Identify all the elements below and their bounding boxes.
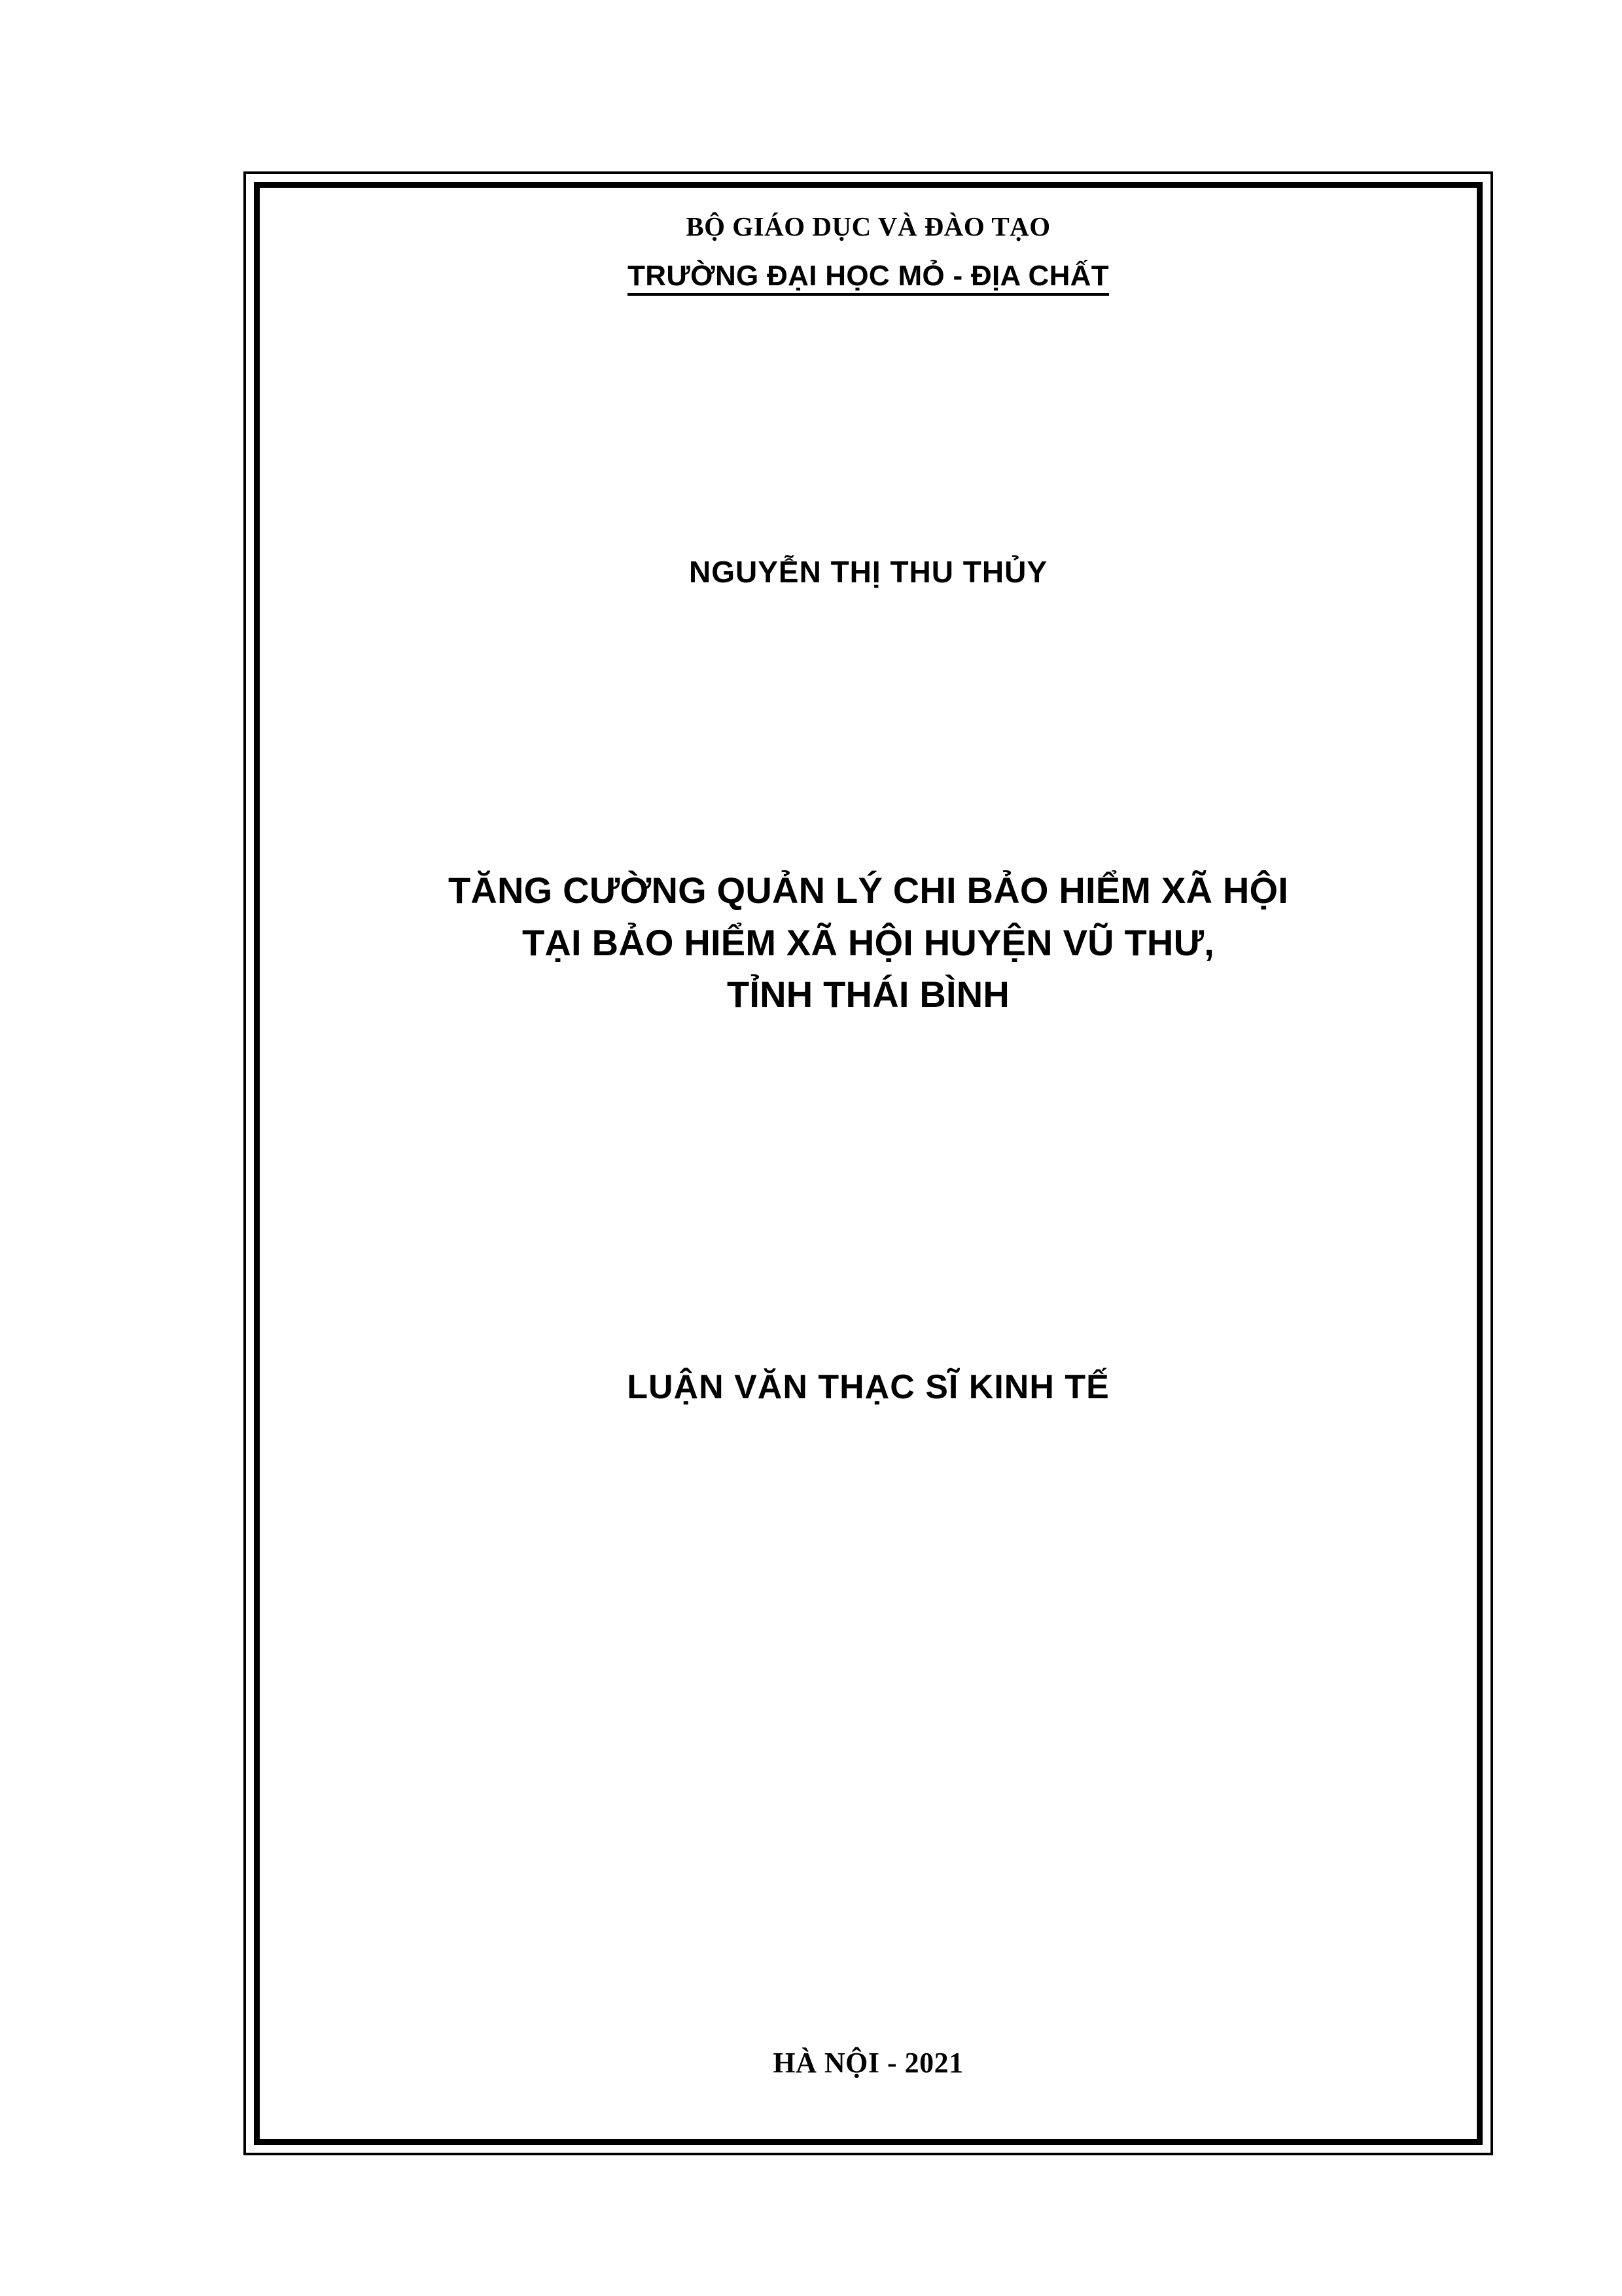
thesis-title xyxy=(260,864,1476,1021)
university-name xyxy=(260,260,1476,292)
place-and-year: HÀ NỘI - 2021 xyxy=(773,2047,964,2079)
university-name-text: TRƯỜNG ĐẠI HỌC MỎ - ĐỊA CHẤT xyxy=(627,260,1109,296)
degree-label: LUẬN VĂN THẠC SĨ KINH TẾ xyxy=(627,1368,1110,1406)
author-name: NGUYỄN THỊ THU THỦY xyxy=(689,555,1048,590)
thesis-title-line-3: TỈNH THÁI BÌNH xyxy=(726,974,1010,1016)
thesis-title-line-1: TĂNG CƯỜNG QUẢN LÝ CHI BẢO HIỂM XÃ HỘI xyxy=(448,870,1289,911)
cover-content xyxy=(260,188,1476,2138)
thesis-title-line-2: TẠI BẢO HIỂM XÃ HỘI HUYỆN VŨ THƯ, xyxy=(522,921,1214,963)
ministry-name: BỘ GIÁO DỤC VÀ ĐÀO TẠO xyxy=(686,211,1051,241)
